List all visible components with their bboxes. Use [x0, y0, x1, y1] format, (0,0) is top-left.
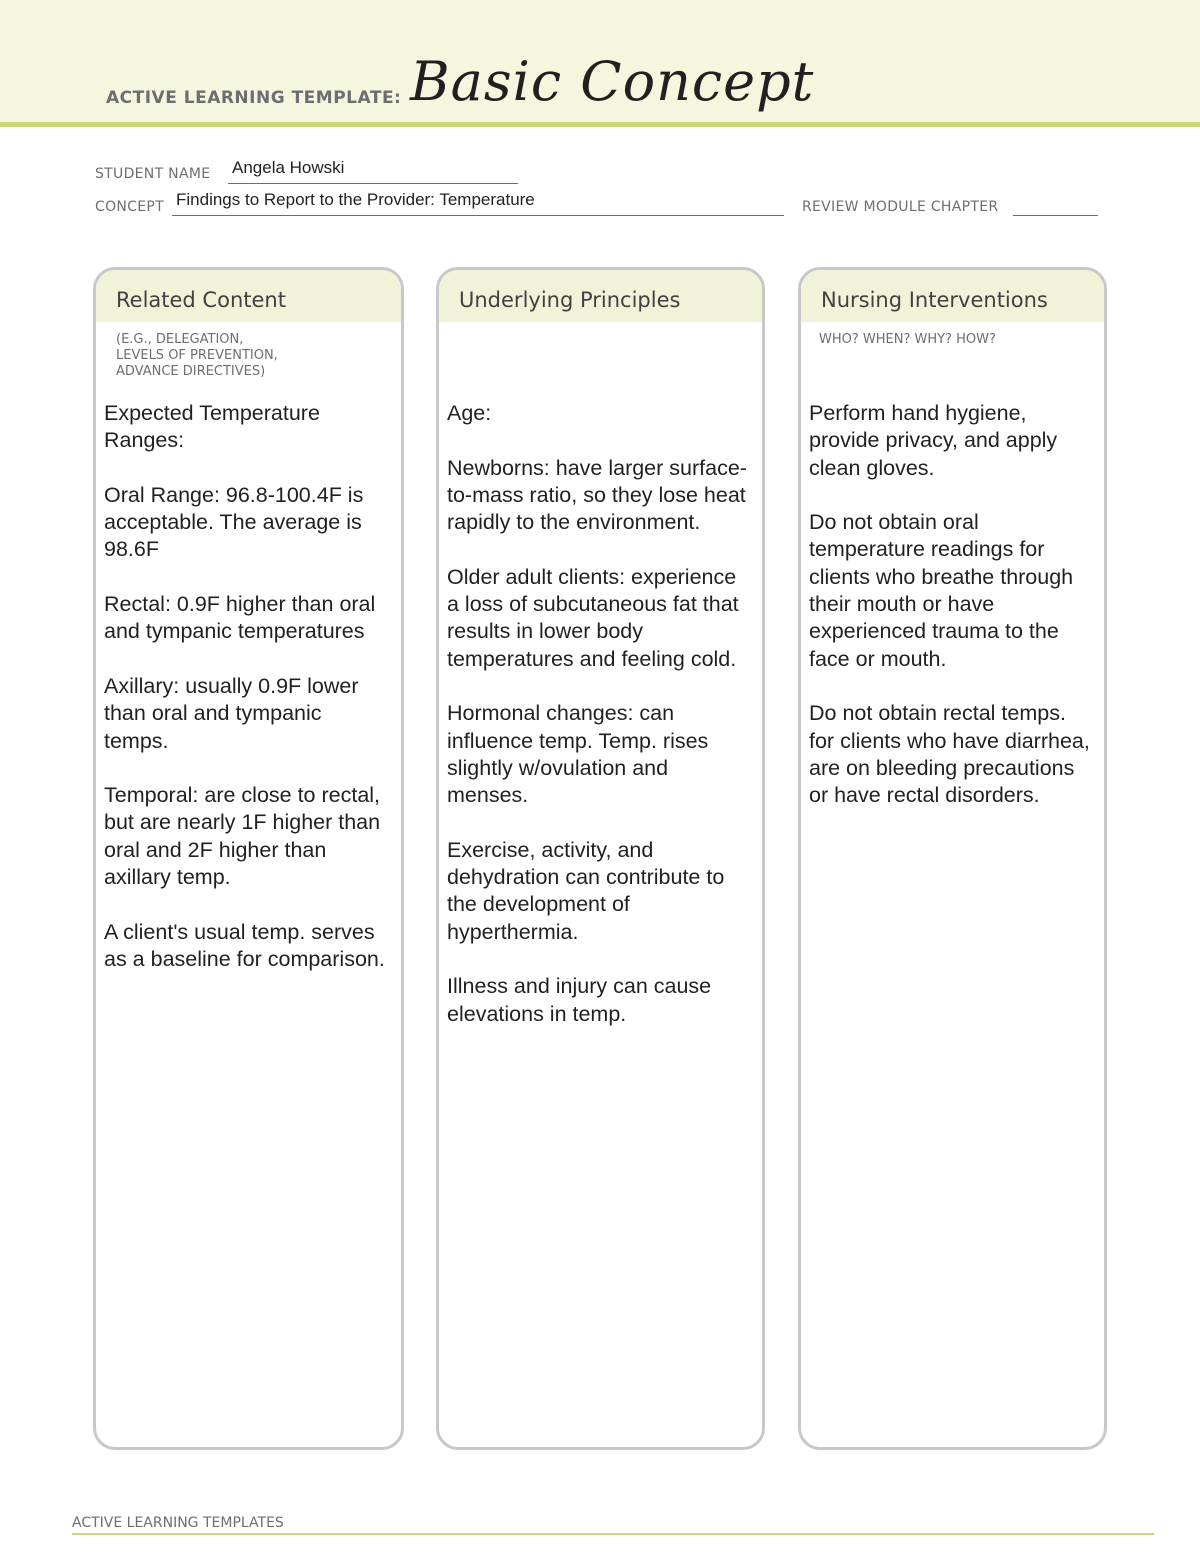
- header-divider: [0, 122, 1200, 127]
- footer-divider: [72, 1533, 1154, 1535]
- paragraph: Rectal: 0.9F higher than oral and tympanic temperatures: [104, 592, 376, 644]
- footer-label: ACTIVE LEARNING TEMPLATES: [72, 1515, 284, 1531]
- paragraph: Older adult clients: experience a loss of subcutaneous fat that results in lower body temperatures and feeling cold.: [447, 564, 739, 671]
- paragraph: Age:: [447, 401, 492, 425]
- student-name-field[interactable]: Angela Howski: [232, 158, 345, 177]
- paragraph: Axillary: usually 0.9F lower than oral and tympanic temps.: [104, 673, 359, 753]
- card-header: [439, 270, 762, 322]
- review-module-label: REVIEW MODULE CHAPTER: [802, 199, 999, 215]
- paragraph: Hormonal changes: can influence temp. Temp. rises slightly w/ovulation and menses.: [447, 701, 709, 808]
- card-header: [96, 270, 401, 322]
- template-title: Basic Concept: [410, 50, 815, 113]
- card-title: Related Content: [116, 288, 286, 312]
- paragraph: Oral Range: 96.8-100.4F is acceptable. The average is 98.6F: [104, 482, 364, 562]
- card-header: [801, 270, 1104, 322]
- paragraph: Do not obtain rectal temps. for clients who have diarrhea, are on bleeding precautions or have rectal disorders.: [809, 701, 1090, 808]
- paragraph: Newborns: have larger surface-to-mass ratio, so they lose heat rapidly to the environment.: [447, 455, 747, 535]
- card-title: Underlying Principles: [459, 288, 681, 312]
- underlying-principles-text[interactable]: [447, 400, 752, 1055]
- card-title: Nursing Interventions: [821, 288, 1048, 312]
- paragraph: Illness and injury can cause elevations in temp.: [447, 974, 712, 1026]
- paragraph: Do not obtain oral temperature readings for clients who breathe through their mouth or have experienced trauma to the face or mouth.: [809, 510, 1074, 671]
- template-label: ACTIVE LEARNING TEMPLATE:: [106, 88, 402, 108]
- student-name-label: STUDENT NAME: [95, 166, 211, 182]
- concept-label: CONCEPT: [95, 199, 164, 215]
- concept-field[interactable]: Findings to Report to the Provider: Temperature: [176, 190, 535, 209]
- related-content-text[interactable]: [104, 400, 391, 1001]
- concept-line: [172, 215, 784, 216]
- paragraph: Perform hand hygiene, provide privacy, and apply clean gloves.: [809, 401, 1058, 480]
- card-subtitle: WHO? WHEN? WHY? HOW?: [819, 332, 996, 347]
- nursing-interventions-text[interactable]: [809, 400, 1094, 837]
- paragraph: Expected Temperature Ranges:: [104, 401, 320, 453]
- paragraph: Temporal: are close to rectal, but are nearly 1F higher than oral and 2F higher than axillary temp.: [104, 783, 381, 890]
- nursing-interventions-card: [798, 267, 1107, 1450]
- underlying-principles-card: [436, 267, 765, 1450]
- review-module-field[interactable]: [1013, 215, 1098, 216]
- card-subtitle: (E.G., DELEGATION, LEVELS OF PREVENTION, ADVANCE DIRECTIVES): [116, 332, 278, 379]
- student-name-line: [228, 183, 518, 184]
- paragraph: Exercise, activity, and dehydration can contribute to the development of hyperthermia.: [447, 837, 725, 944]
- paragraph: A client's usual temp. serves as a baseline for comparison.: [104, 919, 385, 971]
- related-content-card: [93, 267, 404, 1450]
